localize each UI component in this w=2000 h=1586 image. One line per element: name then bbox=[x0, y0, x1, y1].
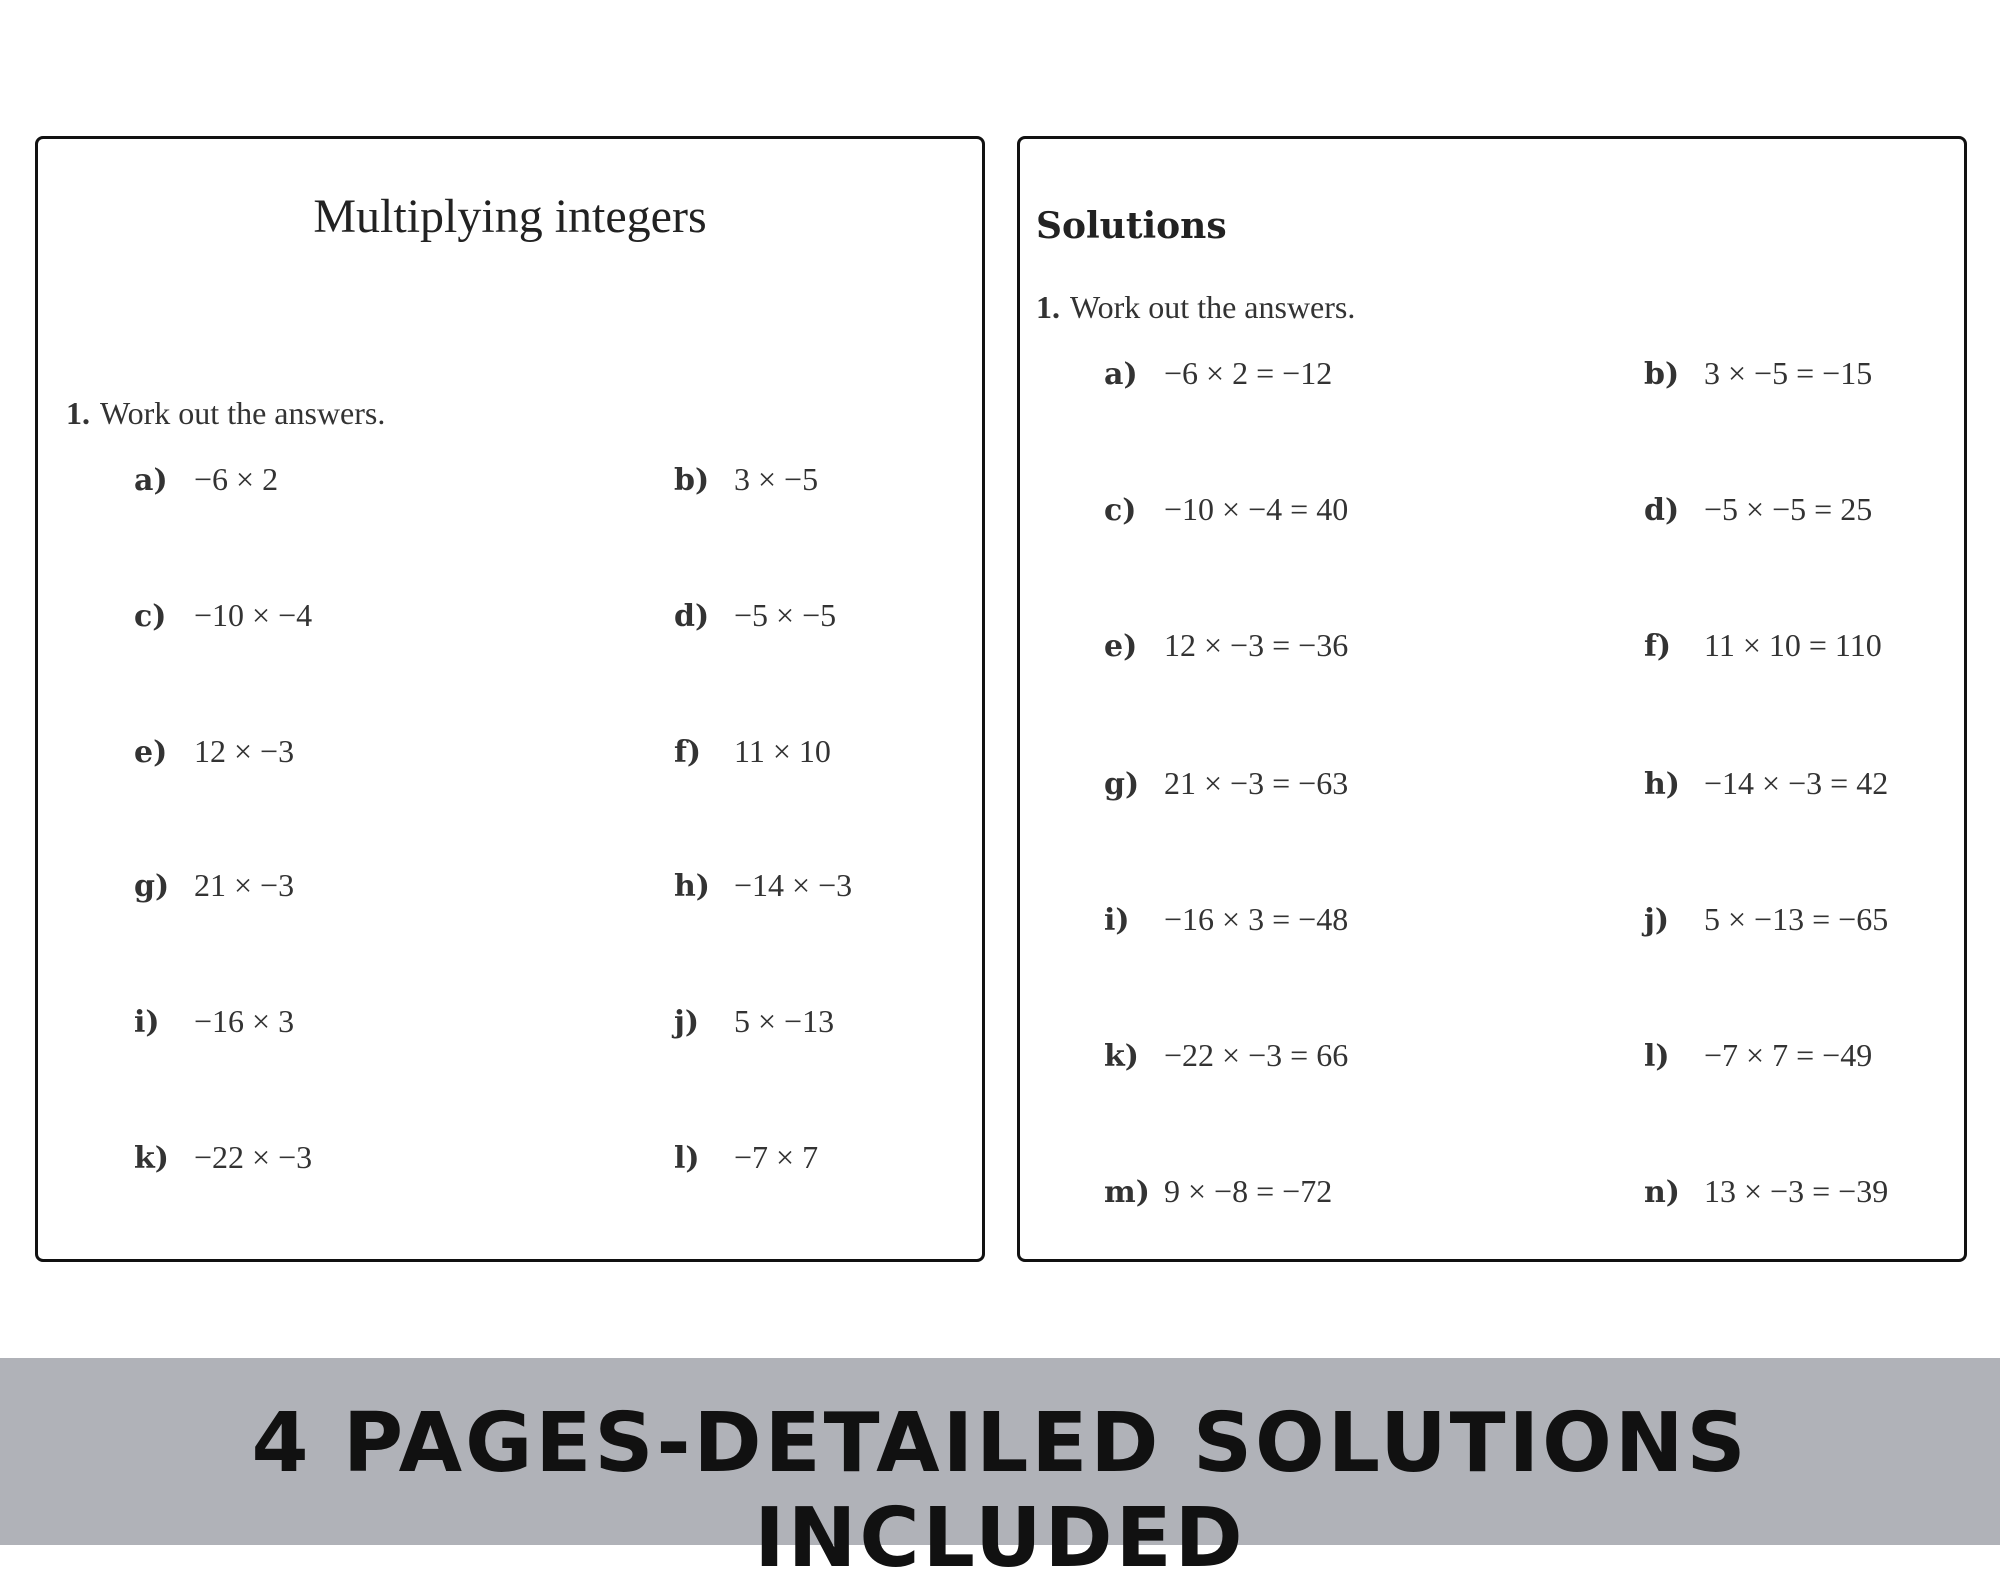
solutions-title: Solutions bbox=[1036, 205, 1227, 247]
item-expression: −10 × −4 = 40 bbox=[1164, 491, 1349, 527]
solution-item bbox=[1644, 491, 1872, 528]
solution-item bbox=[1104, 355, 1332, 392]
worksheet-item bbox=[674, 461, 818, 498]
promo-banner bbox=[0, 1358, 2000, 1586]
solution-item bbox=[1104, 901, 1348, 938]
banner-text: 4 PAGES-DETAILED SOLUTIONS INCLUDED bbox=[251, 1396, 1749, 1586]
worksheet-page bbox=[35, 136, 985, 1262]
item-expression: 11 × 10 bbox=[734, 733, 831, 769]
item-label: l) bbox=[1644, 1039, 1670, 1074]
item-expression: −10 × −4 bbox=[194, 597, 313, 633]
solution-item bbox=[1644, 627, 1882, 664]
item-label: j) bbox=[1644, 903, 1670, 938]
solution-item bbox=[1644, 765, 1888, 802]
item-expression: −14 × −3 = 42 bbox=[1704, 765, 1889, 801]
item-label: b) bbox=[1644, 357, 1680, 392]
item-expression: 21 × −3 = −63 bbox=[1164, 765, 1349, 801]
worksheet-item bbox=[134, 1139, 312, 1176]
item-label: d) bbox=[1644, 493, 1680, 528]
item-label: e) bbox=[134, 735, 168, 770]
worksheet-item bbox=[134, 461, 278, 498]
item-expression: −6 × 2 = −12 bbox=[1164, 355, 1333, 391]
item-expression: 21 × −3 bbox=[194, 867, 295, 903]
solutions-question bbox=[1036, 289, 1355, 326]
item-label: h) bbox=[674, 869, 711, 904]
item-label: a) bbox=[134, 463, 168, 498]
item-label: g) bbox=[134, 869, 170, 904]
solution-item bbox=[1644, 1173, 1888, 1210]
item-expression: 9 × −8 = −72 bbox=[1164, 1173, 1333, 1209]
worksheet-item bbox=[134, 733, 294, 770]
item-label: h) bbox=[1644, 767, 1681, 802]
solution-item bbox=[1104, 1173, 1332, 1210]
item-expression: −6 × 2 bbox=[194, 461, 279, 497]
item-expression: 12 × −3 = −36 bbox=[1164, 627, 1349, 663]
solution-item bbox=[1644, 355, 1872, 392]
item-label: l) bbox=[674, 1141, 700, 1176]
solution-item bbox=[1644, 1037, 1872, 1074]
worksheet-item bbox=[674, 1139, 818, 1176]
item-expression: −7 × 7 bbox=[734, 1139, 819, 1175]
item-label: d) bbox=[674, 599, 710, 634]
item-label: k) bbox=[134, 1141, 169, 1176]
question-text: Work out the answers. bbox=[1070, 289, 1356, 325]
worksheet-item bbox=[674, 733, 831, 770]
item-label: c) bbox=[1104, 493, 1137, 528]
item-expression: −22 × −3 = 66 bbox=[1164, 1037, 1349, 1073]
item-label: a) bbox=[1104, 357, 1138, 392]
worksheet-item bbox=[134, 1003, 294, 1040]
item-expression: 12 × −3 bbox=[194, 733, 295, 769]
solutions-page bbox=[1017, 136, 1967, 1262]
item-expression: 11 × 10 = 110 bbox=[1704, 627, 1882, 663]
item-expression: 3 × −5 = −15 bbox=[1704, 355, 1873, 391]
solution-item bbox=[1104, 627, 1348, 664]
solution-item bbox=[1104, 491, 1348, 528]
item-label: f) bbox=[674, 735, 702, 770]
item-expression: −22 × −3 bbox=[194, 1139, 313, 1175]
item-label: n) bbox=[1644, 1175, 1681, 1210]
worksheet-item bbox=[134, 867, 294, 904]
item-expression: −16 × 3 = −48 bbox=[1164, 901, 1349, 937]
item-expression: 5 × −13 bbox=[734, 1003, 835, 1039]
worksheet-item bbox=[134, 597, 312, 634]
item-expression: −16 × 3 bbox=[194, 1003, 295, 1039]
item-label: f) bbox=[1644, 629, 1672, 664]
item-expression: −5 × −5 bbox=[734, 597, 837, 633]
item-label: j) bbox=[674, 1005, 700, 1040]
question-number: 1. bbox=[66, 395, 90, 431]
worksheet-item bbox=[674, 867, 852, 904]
worksheet-title: Multiplying integers bbox=[313, 190, 707, 243]
worksheet-question bbox=[66, 395, 385, 432]
item-label: e) bbox=[1104, 629, 1138, 664]
item-label: m) bbox=[1104, 1175, 1150, 1210]
item-label: c) bbox=[134, 599, 167, 634]
solution-item bbox=[1104, 765, 1348, 802]
item-label: i) bbox=[1104, 903, 1130, 938]
worksheet-item bbox=[674, 1003, 834, 1040]
item-expression: −5 × −5 = 25 bbox=[1704, 491, 1873, 527]
item-expression: 5 × −13 = −65 bbox=[1704, 901, 1889, 937]
item-label: g) bbox=[1104, 767, 1140, 802]
item-expression: 13 × −3 = −39 bbox=[1704, 1173, 1889, 1209]
solution-item bbox=[1104, 1037, 1348, 1074]
question-text: Work out the answers. bbox=[100, 395, 386, 431]
question-number: 1. bbox=[1036, 289, 1060, 325]
item-label: b) bbox=[674, 463, 710, 498]
item-label: k) bbox=[1104, 1039, 1139, 1074]
solution-item bbox=[1644, 901, 1888, 938]
item-expression: −7 × 7 = −49 bbox=[1704, 1037, 1873, 1073]
item-label: i) bbox=[134, 1005, 160, 1040]
item-expression: 3 × −5 bbox=[734, 461, 819, 497]
item-expression: −14 × −3 bbox=[734, 867, 853, 903]
worksheet-item bbox=[674, 597, 836, 634]
